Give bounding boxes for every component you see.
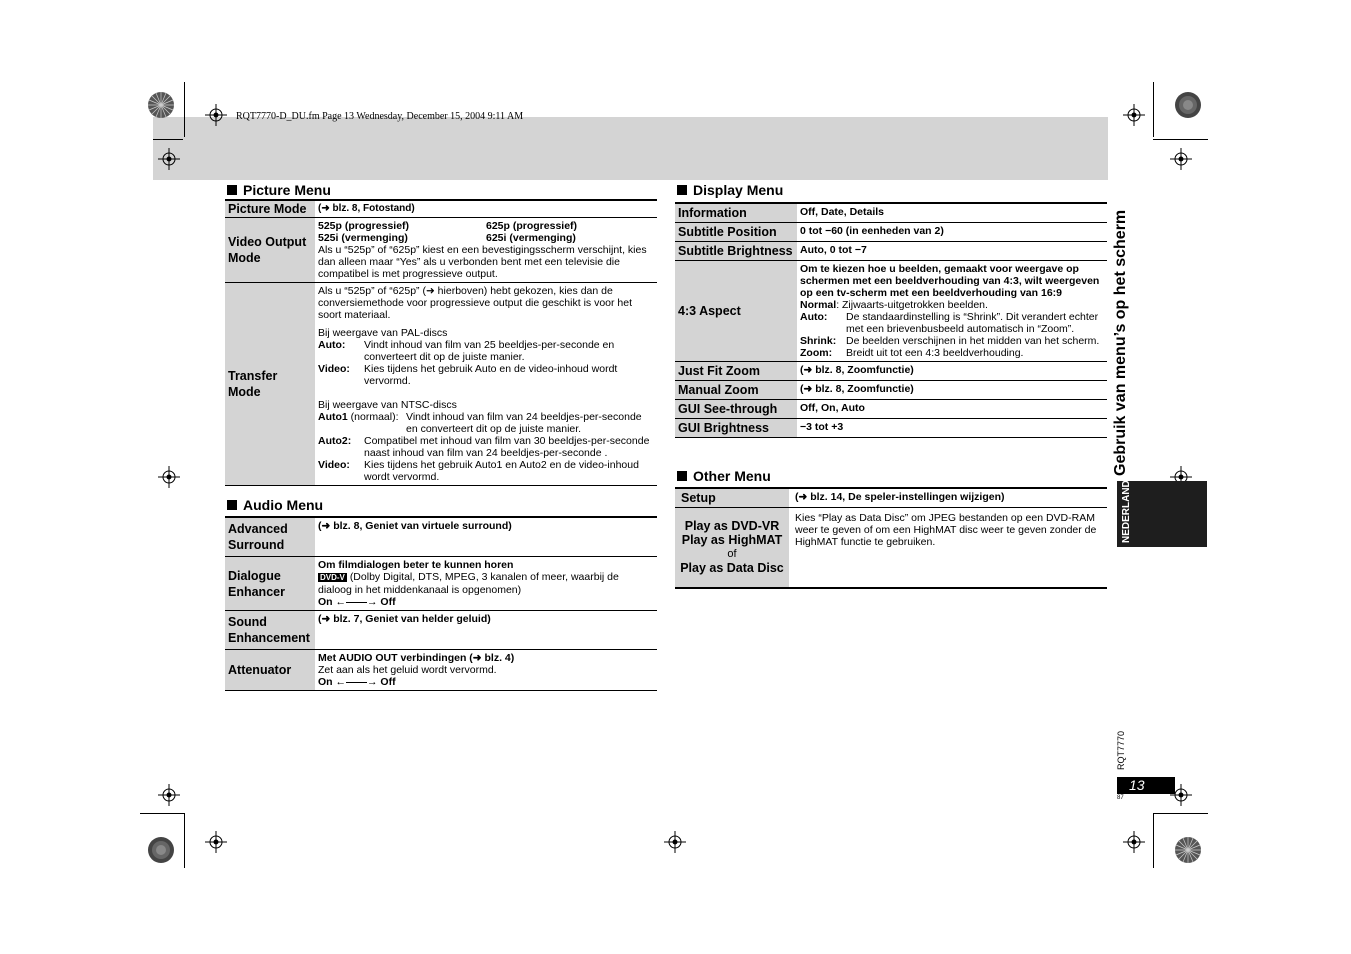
setup-value: (➜ blz. 14, De speler-instellingen wijzigen) <box>789 488 1107 508</box>
subheading: Met AUDIO OUT verbindingen (➜ blz. 4) <box>318 652 515 664</box>
page-number: 13 <box>1117 777 1175 794</box>
table-row <box>675 400 1107 419</box>
definition: Vindt inhoud van film van 24 beeldjes-per-seconde en converteert dit op de juiste manier. <box>406 411 642 435</box>
definition: De beelden verschijnen in het midden van het scherm. <box>846 335 1100 347</box>
table-row <box>675 242 1107 261</box>
table-row <box>675 419 1107 438</box>
picture-menu-heading: Picture Menu <box>227 182 331 198</box>
attenuator-value <box>315 650 657 691</box>
advanced-surround-value: (➜ blz. 8, Geniet van virtuele surround) <box>315 517 657 557</box>
page-small-number: 87 <box>1117 795 1124 801</box>
table-row <box>675 203 1107 223</box>
video-output-label: Video Output Mode <box>225 218 315 283</box>
aspect-value <box>797 261 1107 362</box>
transfer-mode-label: Transfer Mode <box>225 283 315 486</box>
term: Auto: <box>318 339 346 351</box>
audio-menu-table <box>225 516 657 691</box>
table-row <box>675 362 1107 381</box>
definition: Breidt uit tot een 4:3 beeldverhouding. <box>846 347 1024 359</box>
color-target-icon <box>1174 91 1202 119</box>
just-fit-zoom-label: Just Fit Zoom <box>675 362 797 381</box>
color-target-icon <box>147 91 175 119</box>
subheading: Om filmdialogen beter te kunnen horen <box>318 559 514 571</box>
subtitle-position-value: 0 tot −60 (in eenheden van 2) <box>797 223 1107 242</box>
subheading: Bij weergave van NTSC-discs <box>318 399 457 411</box>
option: 525i (vermenging) <box>318 232 408 244</box>
subheading: Bij weergave van PAL-discs <box>318 327 448 339</box>
table-row <box>225 283 657 486</box>
picture-menu-table <box>225 199 657 486</box>
play-as-label <box>675 508 789 588</box>
picture-mode-value: (➜ blz. 8, Fotostand) <box>315 200 657 218</box>
information-label: Information <box>675 203 797 223</box>
crop-mark <box>184 813 185 868</box>
table-row <box>675 381 1107 400</box>
audio-menu-heading: Audio Menu <box>227 497 323 513</box>
or-text: of <box>727 548 737 561</box>
header-band <box>153 117 1108 180</box>
registration-mark-icon <box>205 831 227 853</box>
aspect-label: 4:3 Aspect <box>675 261 797 362</box>
gui-see-through-label: GUI See-through <box>675 400 797 419</box>
crop-mark <box>184 82 185 137</box>
crop-mark <box>140 813 185 814</box>
subtitle-brightness-label: Subtitle Brightness <box>675 242 797 261</box>
term: Auto: <box>800 311 828 323</box>
term: Video: <box>318 459 350 471</box>
other-menu-table <box>675 487 1107 589</box>
table-row <box>225 200 657 218</box>
option: 625p (progressief) <box>486 220 578 232</box>
picture-mode-label: Picture Mode <box>225 200 315 218</box>
advanced-surround-label: Advanced Surround <box>225 517 315 557</box>
manual-zoom-label: Manual Zoom <box>675 381 797 400</box>
crop-mark <box>1153 139 1208 140</box>
other-menu-heading: Other Menu <box>677 468 771 484</box>
option: 625i (vermenging) <box>486 232 576 244</box>
dialogue-enhancer-value <box>315 557 657 611</box>
registration-mark-icon <box>1170 148 1192 170</box>
description: Als u “525p” of “625p” (➜ hierboven) hebt gekozen, kies dan de conversiemethode voor progressieve output die geschikt is voor het soort materiaal. <box>318 285 633 321</box>
play-as-data-disc: Play as Data Disc <box>680 561 784 576</box>
display-menu-table <box>675 202 1107 438</box>
on-off-toggle-text: On ←——→ Off <box>318 676 396 688</box>
dialogue-enhancer-label: Dialogue Enhancer <box>225 557 315 611</box>
registration-mark-icon <box>158 784 180 806</box>
crop-mark <box>153 139 183 140</box>
table-row <box>225 557 657 611</box>
color-target-icon <box>147 836 175 864</box>
description: Zet aan als het geluid wordt vervormd. <box>318 664 497 676</box>
term: Video: <box>318 363 350 375</box>
transfer-mode-value <box>315 283 657 486</box>
language-tab <box>1117 473 1207 547</box>
gui-brightness-value: −3 tot +3 <box>797 419 1107 438</box>
registration-mark-icon <box>1123 104 1145 126</box>
doc-code: RQT7770 <box>1116 730 1126 770</box>
definition: Compatibel met inhoud van film van 30 beeldjes-per-seconde naast inhoud van film van 24 beeldjes-per-seconde . <box>364 435 650 459</box>
term: Shrink: <box>800 335 837 347</box>
sound-enhancement-label: Sound Enhancement <box>225 611 315 650</box>
registration-mark-icon <box>664 831 686 853</box>
table-row <box>675 488 1107 508</box>
definition: : Zijwaarts-uitgetrokken beelden. <box>836 299 988 311</box>
play-as-highmat: Play as HighMAT <box>681 533 783 548</box>
table-row <box>225 611 657 650</box>
registration-mark-icon <box>1123 831 1145 853</box>
term: Zoom: <box>800 347 833 359</box>
on-off-toggle-text: On ←——→ Off <box>318 596 396 608</box>
play-as-dvd-vr: Play as DVD-VR <box>684 519 780 534</box>
manual-zoom-value: (➜ blz. 8, Zoomfunctie) <box>797 381 1107 400</box>
definition: Kies tijdens het gebruik Auto en de video-inhoud wordt vervormd. <box>364 363 618 387</box>
crop-mark <box>1153 82 1154 137</box>
table-row <box>675 223 1107 242</box>
language-label: NEDERLANDS <box>1121 473 1132 543</box>
display-menu-heading: Display Menu <box>677 182 783 198</box>
file-info: RQT7770-D_DU.fm Page 13 Wednesday, December 15, 2004 9:11 AM <box>236 111 524 122</box>
subheading: Om te kiezen hoe u beelden, gemaakt voor weergave op schermen met een beeldverhouding van 4:3, wilt weergeven op een tv-scherm met een beeldverhouding van 16:9 <box>800 263 1100 299</box>
registration-mark-icon <box>205 104 227 126</box>
video-output-value <box>315 218 657 283</box>
sound-enhancement-value: (➜ blz. 7, Geniet van helder geluid) <box>315 611 657 650</box>
just-fit-zoom-value: (➜ blz. 8, Zoomfunctie) <box>797 362 1107 381</box>
color-target-icon <box>1174 836 1202 864</box>
table-row <box>675 508 1107 588</box>
table-row <box>675 261 1107 362</box>
description: (Dolby Digital, DTS, MPEG, 3 kanalen of meer, waarbij de dialoog in het middenkanaal is opgenomen) <box>318 571 619 596</box>
information-value: Off, Date, Details <box>797 203 1107 223</box>
term: Auto2: <box>318 435 352 447</box>
subtitle-position-label: Subtitle Position <box>675 223 797 242</box>
table-row <box>225 218 657 283</box>
play-as-description: Kies “Play as Data Disc” om JPEG bestanden op een DVD-RAM weer te geven of om een HighMAT disc weer te geven zonder de HighMAT functie te gebruiken. <box>789 508 1107 588</box>
term: Normal <box>800 299 837 311</box>
table-row <box>225 517 657 557</box>
crop-mark <box>1153 813 1208 814</box>
table-row <box>225 650 657 691</box>
registration-mark-icon <box>158 148 180 170</box>
attenuator-label: Attenuator <box>225 650 315 691</box>
definition: Vindt inhoud van film van 25 beeldjes-per-seconde en converteert dit op de juiste manier. <box>364 339 615 363</box>
definition: Kies tijdens het gebruik Auto1 en Auto2 en de video-inhoud wordt vervormd. <box>364 459 639 483</box>
side-title: Gebruik van menu’s op het scherm <box>1112 209 1129 476</box>
option: 525p (progressief) <box>318 220 410 232</box>
subtitle-brightness-value: Auto, 0 tot −7 <box>797 242 1107 261</box>
definition: De standaardinstelling is “Shrink”. Dit verandert echter met een brievenbusbeeld automatisch in “Zoom”. <box>846 311 1099 335</box>
term-note: (normaal): <box>347 411 399 423</box>
setup-label: Setup <box>675 488 789 508</box>
registration-mark-icon <box>158 466 180 488</box>
description: Als u “525p” of “625p” kiest en een bevestigingsscherm verschijnt, kies dan alleen maar “Yes” als u verbonden bent met een televisie die compatibel is met progressieve output. <box>318 244 647 280</box>
gui-brightness-label: GUI Brightness <box>675 419 797 438</box>
crop-mark <box>1153 813 1154 868</box>
dvd-v-badge: DVD-V <box>320 573 345 582</box>
gui-see-through-value: Off, On, Auto <box>797 400 1107 419</box>
term: Auto1 <box>318 411 348 423</box>
